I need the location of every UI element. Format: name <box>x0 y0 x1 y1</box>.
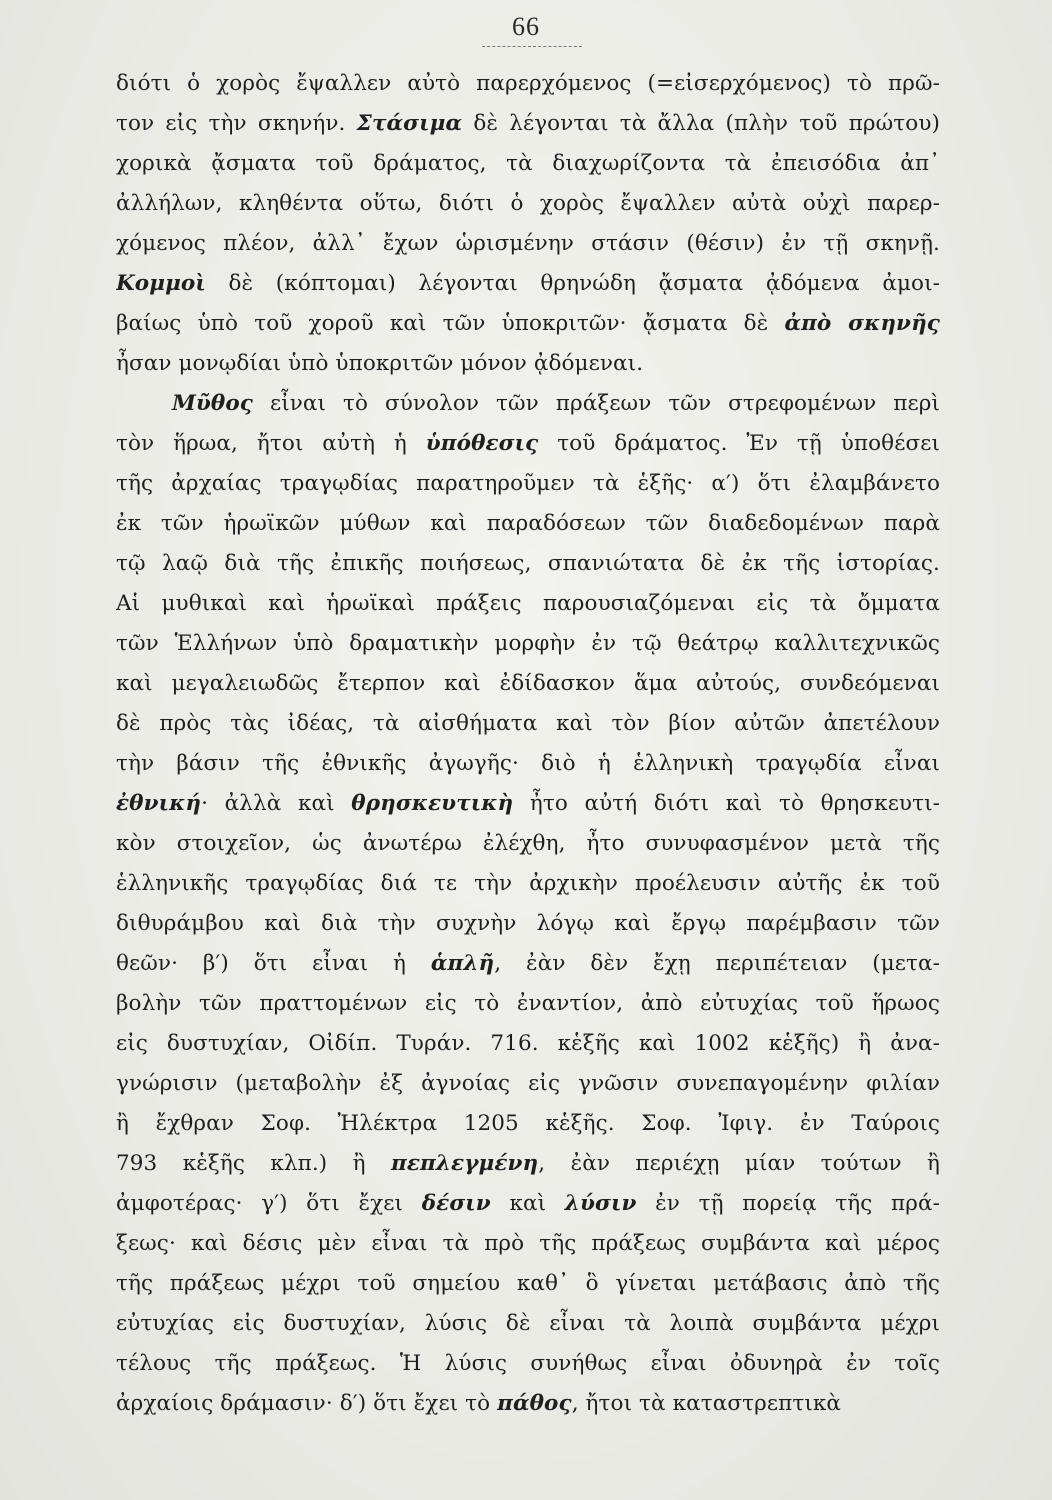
text-segment: τῆς πράξεως μέχρι τοῦ σημείου καθ᾿ ὃ γίνεται μετάβασις ἀπὸ τῆς <box>116 1271 940 1296</box>
emphasized-term: Στάσιμα <box>356 111 463 136</box>
text-line <box>116 424 940 464</box>
text-line <box>116 344 940 384</box>
text-line <box>116 144 940 184</box>
text-line <box>116 544 940 584</box>
emphasized-term: Κομμοὶ <box>116 271 206 296</box>
text-segment: ἀλλήλων, κληθέντα οὕτω, διότι ὁ χορὸς ἔψαλλεν αὐτὰ οὐχὶ παρερ- <box>116 191 940 216</box>
text-segment: ἐκ τῶν ἡρωϊκῶν μύθων καὶ παραδόσεων τῶν διαδεδομένων παρὰ <box>116 511 940 536</box>
text-segment: τὸν ἥρωα, ἤτοι αὐτὴ ἡ <box>116 431 426 456</box>
text-segment: Αἱ μυθικαὶ καὶ ἡρωϊκαὶ πράξεις παρουσιαζόμεναι εἰς τὰ ὄμματα <box>116 591 940 616</box>
text-segment: τοῦ δράματος. Ἐν τῇ ὑποθέσει <box>538 431 940 456</box>
text-line <box>116 824 940 864</box>
text-line <box>116 664 940 704</box>
text-segment: ξεως· καὶ δέσις μὲν εἶναι τὰ πρὸ τῆς πράξεως συμβάντα καὶ μέρος <box>116 1231 940 1256</box>
text-segment: τέλους τῆς πράξεως. Ἡ λύσις συνήθως εἶναι ὀδυνηρὰ ἐν τοῖς <box>116 1351 940 1376</box>
text-line <box>116 1264 940 1304</box>
text-line <box>116 904 940 944</box>
text-line <box>116 1064 940 1104</box>
text-segment: θεῶν· β′) ὅτι εἶναι ἡ <box>116 951 431 976</box>
emphasized-term: ἀπὸ σκηνῆς <box>784 311 940 336</box>
text-segment: τον εἰς τὴν σκηνήν. <box>116 111 357 136</box>
text-line <box>116 224 940 264</box>
text-segment: ἦτο αὐτή διότι καὶ τὸ θρησκευτι- <box>513 791 940 816</box>
text-line <box>116 1344 940 1384</box>
text-segment: τῷ λαῷ διὰ τῆς ἐπικῆς ποιήσεως, σπανιώτατα δὲ ἐκ τῆς ἱστορίας. <box>116 551 940 576</box>
text-line <box>116 384 940 424</box>
text-segment: καὶ μεγαλειωδῶς ἔτερπον καὶ ἐδίδασκον ἅμα αὐτούς, συνδεόμεναι <box>116 671 940 696</box>
text-segment: καὶ <box>490 1191 565 1216</box>
text-segment: ἢ ἔχθραν Σοφ. Ἠλέκτρα 1205 κἑξῆς. Σοφ. Ἰφιγ. ἐν Ταύροις <box>116 1111 940 1136</box>
text-segment: , ἐὰν περιέχῃ μίαν τούτων ἢ <box>538 1151 940 1176</box>
text-segment: τῆς ἀρχαίας τραγῳδίας παρατηροῦμεν τὰ ἑξῆς· α′) ὅτι ἐλαμβάνετο <box>116 471 940 496</box>
text-segment: κὸν στοιχεῖον, ὡς ἀνωτέρω ἐλέχθη, ἦτο συνυφασμένον μετὰ τῆς <box>116 831 940 856</box>
text-line <box>116 744 940 784</box>
text-line <box>116 1224 940 1264</box>
text-line <box>116 584 940 624</box>
text-line <box>116 1024 940 1064</box>
text-segment: γνώρισιν (μεταβολὴν ἐξ ἀγνοίας εἰς γνῶσιν συνεπαγομένην φιλίαν <box>116 1071 940 1096</box>
text-line <box>116 464 940 504</box>
text-segment: εἰς δυστυχίαν, Οἰδίπ. Τυράν. 716. κἑξῆς καὶ 1002 κἑξῆς) ἢ ἀνα- <box>116 1031 940 1056</box>
text-line <box>116 984 940 1024</box>
text-line <box>116 1104 940 1144</box>
text-segment: ἐν τῇ πορείᾳ τῆς πρά- <box>636 1191 940 1216</box>
text-segment: εἶναι τὸ σύνολον τῶν πράξεων τῶν στρεφομένων περὶ <box>253 391 940 416</box>
text-segment: ἀρχαίοις δράμασιν· δ′) ὅτι ἔχει τὸ <box>116 1391 498 1416</box>
text-segment: ἑλληνικῆς τραγῳδίας διά τε τὴν ἀρχικὴν προέλευσιν αὐτῆς ἐκ τοῦ <box>116 871 940 896</box>
text-segment: τῶν Ἑλλήνων ὑπὸ δραματικὴν μορφὴν ἐν τῷ θεάτρῳ καλλιτεχνικῶς <box>116 631 940 656</box>
text-line <box>116 304 940 344</box>
page-number: 66 <box>512 12 540 41</box>
body-text <box>116 64 940 1424</box>
text-line <box>116 64 940 104</box>
emphasized-term: δέσιν <box>421 1191 491 1216</box>
text-line <box>116 1184 940 1224</box>
text-segment: ἦσαν μονῳδίαι ὑπὸ ὑποκριτῶν μόνον ᾀδόμεναι. <box>116 351 644 376</box>
text-segment: βολὴν τῶν πραττομένων εἰς τὸ ἐναντίον, ἀπὸ εὐτυχίας τοῦ ἥρωος <box>116 991 940 1016</box>
text-segment: χορικὰ ᾄσματα τοῦ δράματος, τὰ διαχωρίζοντα τὰ ἐπεισόδια ἀπ᾿ <box>116 151 940 176</box>
text-line <box>116 504 940 544</box>
text-line <box>116 704 940 744</box>
emphasized-term: θρησκευτικὴ <box>351 791 514 816</box>
text-segment: δὲ λέγονται τὰ ἄλλα (πλὴν τοῦ πρώτου) <box>462 111 940 136</box>
emphasized-term: πάθος <box>497 1391 572 1416</box>
text-line <box>116 104 940 144</box>
text-line <box>116 264 940 304</box>
text-segment: δὲ πρὸς τὰς ἰδέας, τὰ αἰσθήματα καὶ τὸν βίον αὐτῶν ἀπετέλουν <box>116 711 940 736</box>
text-line <box>116 864 940 904</box>
text-segment: δὲ (κόπτομαι) λέγονται θρηνώδη ᾄσματα ᾀδόμενα ἀμοι- <box>205 271 940 296</box>
text-segment: τὴν βάσιν τῆς ἐθνικῆς ἀγωγῆς· διὸ ἡ ἑλληνικὴ τραγῳδία εἶναι <box>116 751 940 776</box>
text-segment: , ἤτοι τὰ καταστρεπτικὰ <box>571 1391 842 1416</box>
text-line <box>116 1304 940 1344</box>
text-line <box>116 1384 940 1424</box>
text-segment: ἀμφοτέρας· γ′) ὅτι ἔχει <box>116 1191 422 1216</box>
text-line <box>116 1144 940 1184</box>
text-segment: · ἀλλὰ καὶ <box>201 791 352 816</box>
text-segment: διθυράμβου καὶ διὰ τὴν συχνὴν λόγῳ καὶ ἔργῳ παρέμβασιν τῶν <box>116 911 940 936</box>
emphasized-term: ἁπλῆ <box>430 951 495 976</box>
text-segment: βαίως ὑπὸ τοῦ χοροῦ καὶ τῶν ὑποκριτῶν· ᾄσματα δὲ <box>116 311 785 336</box>
emphasized-term: ὑπόθεσις <box>425 431 539 456</box>
text-line <box>116 624 940 664</box>
text-segment: διότι ὁ χορὸς ἔψαλλεν αὐτὸ παρερχόμενος (=εἰσερχόμενος) τὸ πρῶ- <box>116 71 940 96</box>
emphasized-term: Μῦθος <box>172 391 253 416</box>
emphasized-term: ἐθνική <box>116 791 202 816</box>
header-rule <box>482 46 582 47</box>
emphasized-term: πεπλεγμένη <box>391 1151 539 1176</box>
text-segment: εὐτυχίας εἰς δυστυχίαν, λύσις δὲ εἶναι τὰ λοιπὰ συμβάντα μέχρι <box>116 1311 940 1336</box>
text-line <box>116 184 940 224</box>
emphasized-term: λύσιν <box>564 1191 637 1216</box>
text-line <box>116 944 940 984</box>
text-segment: χόμενος πλέον, ἀλλ᾿ ἔχων ὡρισμένην στάσιν (θέσιν) ἐν τῇ σκηνῇ. <box>116 231 940 256</box>
text-segment: , ἐὰν δὲν ἔχῃ περιπέτειαν (μετα- <box>494 951 940 976</box>
text-line <box>116 784 940 824</box>
text-segment: 793 κἑξῆς κλπ.) ἢ <box>116 1151 392 1176</box>
